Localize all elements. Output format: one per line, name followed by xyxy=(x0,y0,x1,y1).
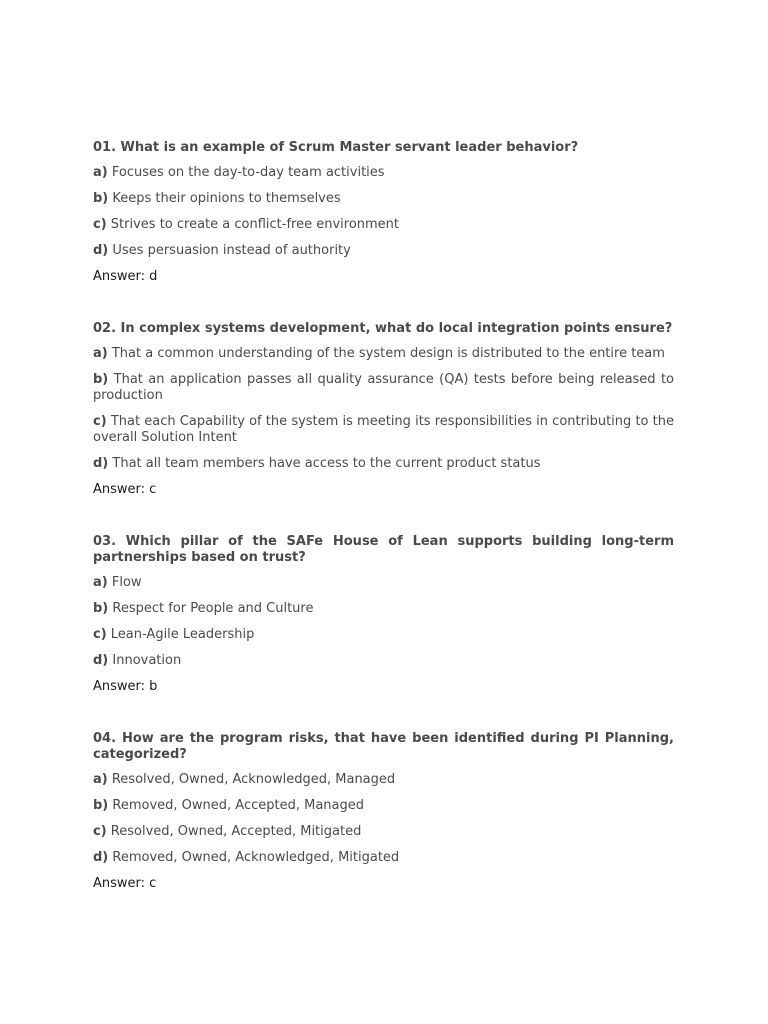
option-letter: d) xyxy=(93,456,109,471)
option-text: Resolved, Owned, Accepted, Mitigated xyxy=(110,824,362,839)
option-text: Removed, Owned, Acknowledged, Mitigated xyxy=(112,850,400,865)
option-text: Respect for People and Culture xyxy=(112,601,314,616)
answer-text: Answer: c xyxy=(93,482,157,497)
question-block-4 xyxy=(93,731,674,892)
answer-text: Answer: b xyxy=(93,679,158,694)
option-c xyxy=(93,414,674,446)
option-text: Resolved, Owned, Acknowledged, Managed xyxy=(111,772,396,787)
option-letter: b) xyxy=(93,798,109,813)
option-text: Uses persuasion instead of authority xyxy=(112,243,351,258)
option-letter: d) xyxy=(93,850,109,865)
option-text: That all team members have access to the current product status xyxy=(112,456,541,471)
option-c xyxy=(93,627,674,643)
option-letter: a) xyxy=(93,575,108,590)
option-c xyxy=(93,217,674,233)
option-text: That a common understanding of the system design is distributed to the entire team xyxy=(111,346,665,361)
question-text: 02. In complex systems development, what do local integration points ensure? xyxy=(93,321,673,336)
option-letter: b) xyxy=(93,372,109,387)
question-text: 03. Which pillar of the SAFe House of Lean supports building long-term partnerships based on trust? xyxy=(93,534,674,565)
option-letter: d) xyxy=(93,243,109,258)
option-text: Focuses on the day-to-day team activities xyxy=(111,165,385,180)
question-block-2 xyxy=(93,321,674,498)
question-text: 04. How are the program risks, that have been identified during PI Planning, categorized? xyxy=(93,731,674,762)
option-text: Removed, Owned, Accepted, Managed xyxy=(112,798,364,813)
option-text: That an application passes all quality assurance (QA) tests before being released to production xyxy=(93,372,674,403)
option-text: Flow xyxy=(111,575,142,590)
document-page xyxy=(93,140,674,928)
option-letter: c) xyxy=(93,824,107,839)
option-a xyxy=(93,165,674,181)
option-b xyxy=(93,191,674,207)
question-text: 01. What is an example of Scrum Master servant leader behavior? xyxy=(93,140,579,155)
option-text: Keeps their opinions to themselves xyxy=(112,191,341,206)
option-d xyxy=(93,850,674,866)
question-block-1 xyxy=(93,140,674,285)
option-text: Innovation xyxy=(112,653,182,668)
option-a xyxy=(93,575,674,591)
option-b xyxy=(93,798,674,814)
option-text: That each Capability of the system is meeting its responsibilities in contributing to the overall Solution Intent xyxy=(93,414,675,445)
option-letter: d) xyxy=(93,653,109,668)
option-letter: a) xyxy=(93,772,108,787)
option-d xyxy=(93,243,674,259)
option-letter: a) xyxy=(93,346,108,361)
option-letter: a) xyxy=(93,165,108,180)
option-b xyxy=(93,601,674,617)
option-letter: b) xyxy=(93,601,109,616)
option-letter: b) xyxy=(93,191,109,206)
option-d xyxy=(93,653,674,669)
question-block-3 xyxy=(93,534,674,695)
option-d xyxy=(93,456,674,472)
option-a xyxy=(93,346,674,362)
answer-text: Answer: c xyxy=(93,876,157,891)
answer-text: Answer: d xyxy=(93,269,158,284)
option-text: Strives to create a conflict-free environment xyxy=(110,217,400,232)
option-b xyxy=(93,372,674,404)
option-text: Lean-Agile Leadership xyxy=(110,627,255,642)
option-c xyxy=(93,824,674,840)
option-letter: c) xyxy=(93,627,107,642)
option-a xyxy=(93,772,674,788)
option-letter: c) xyxy=(93,414,107,429)
option-letter: c) xyxy=(93,217,107,232)
